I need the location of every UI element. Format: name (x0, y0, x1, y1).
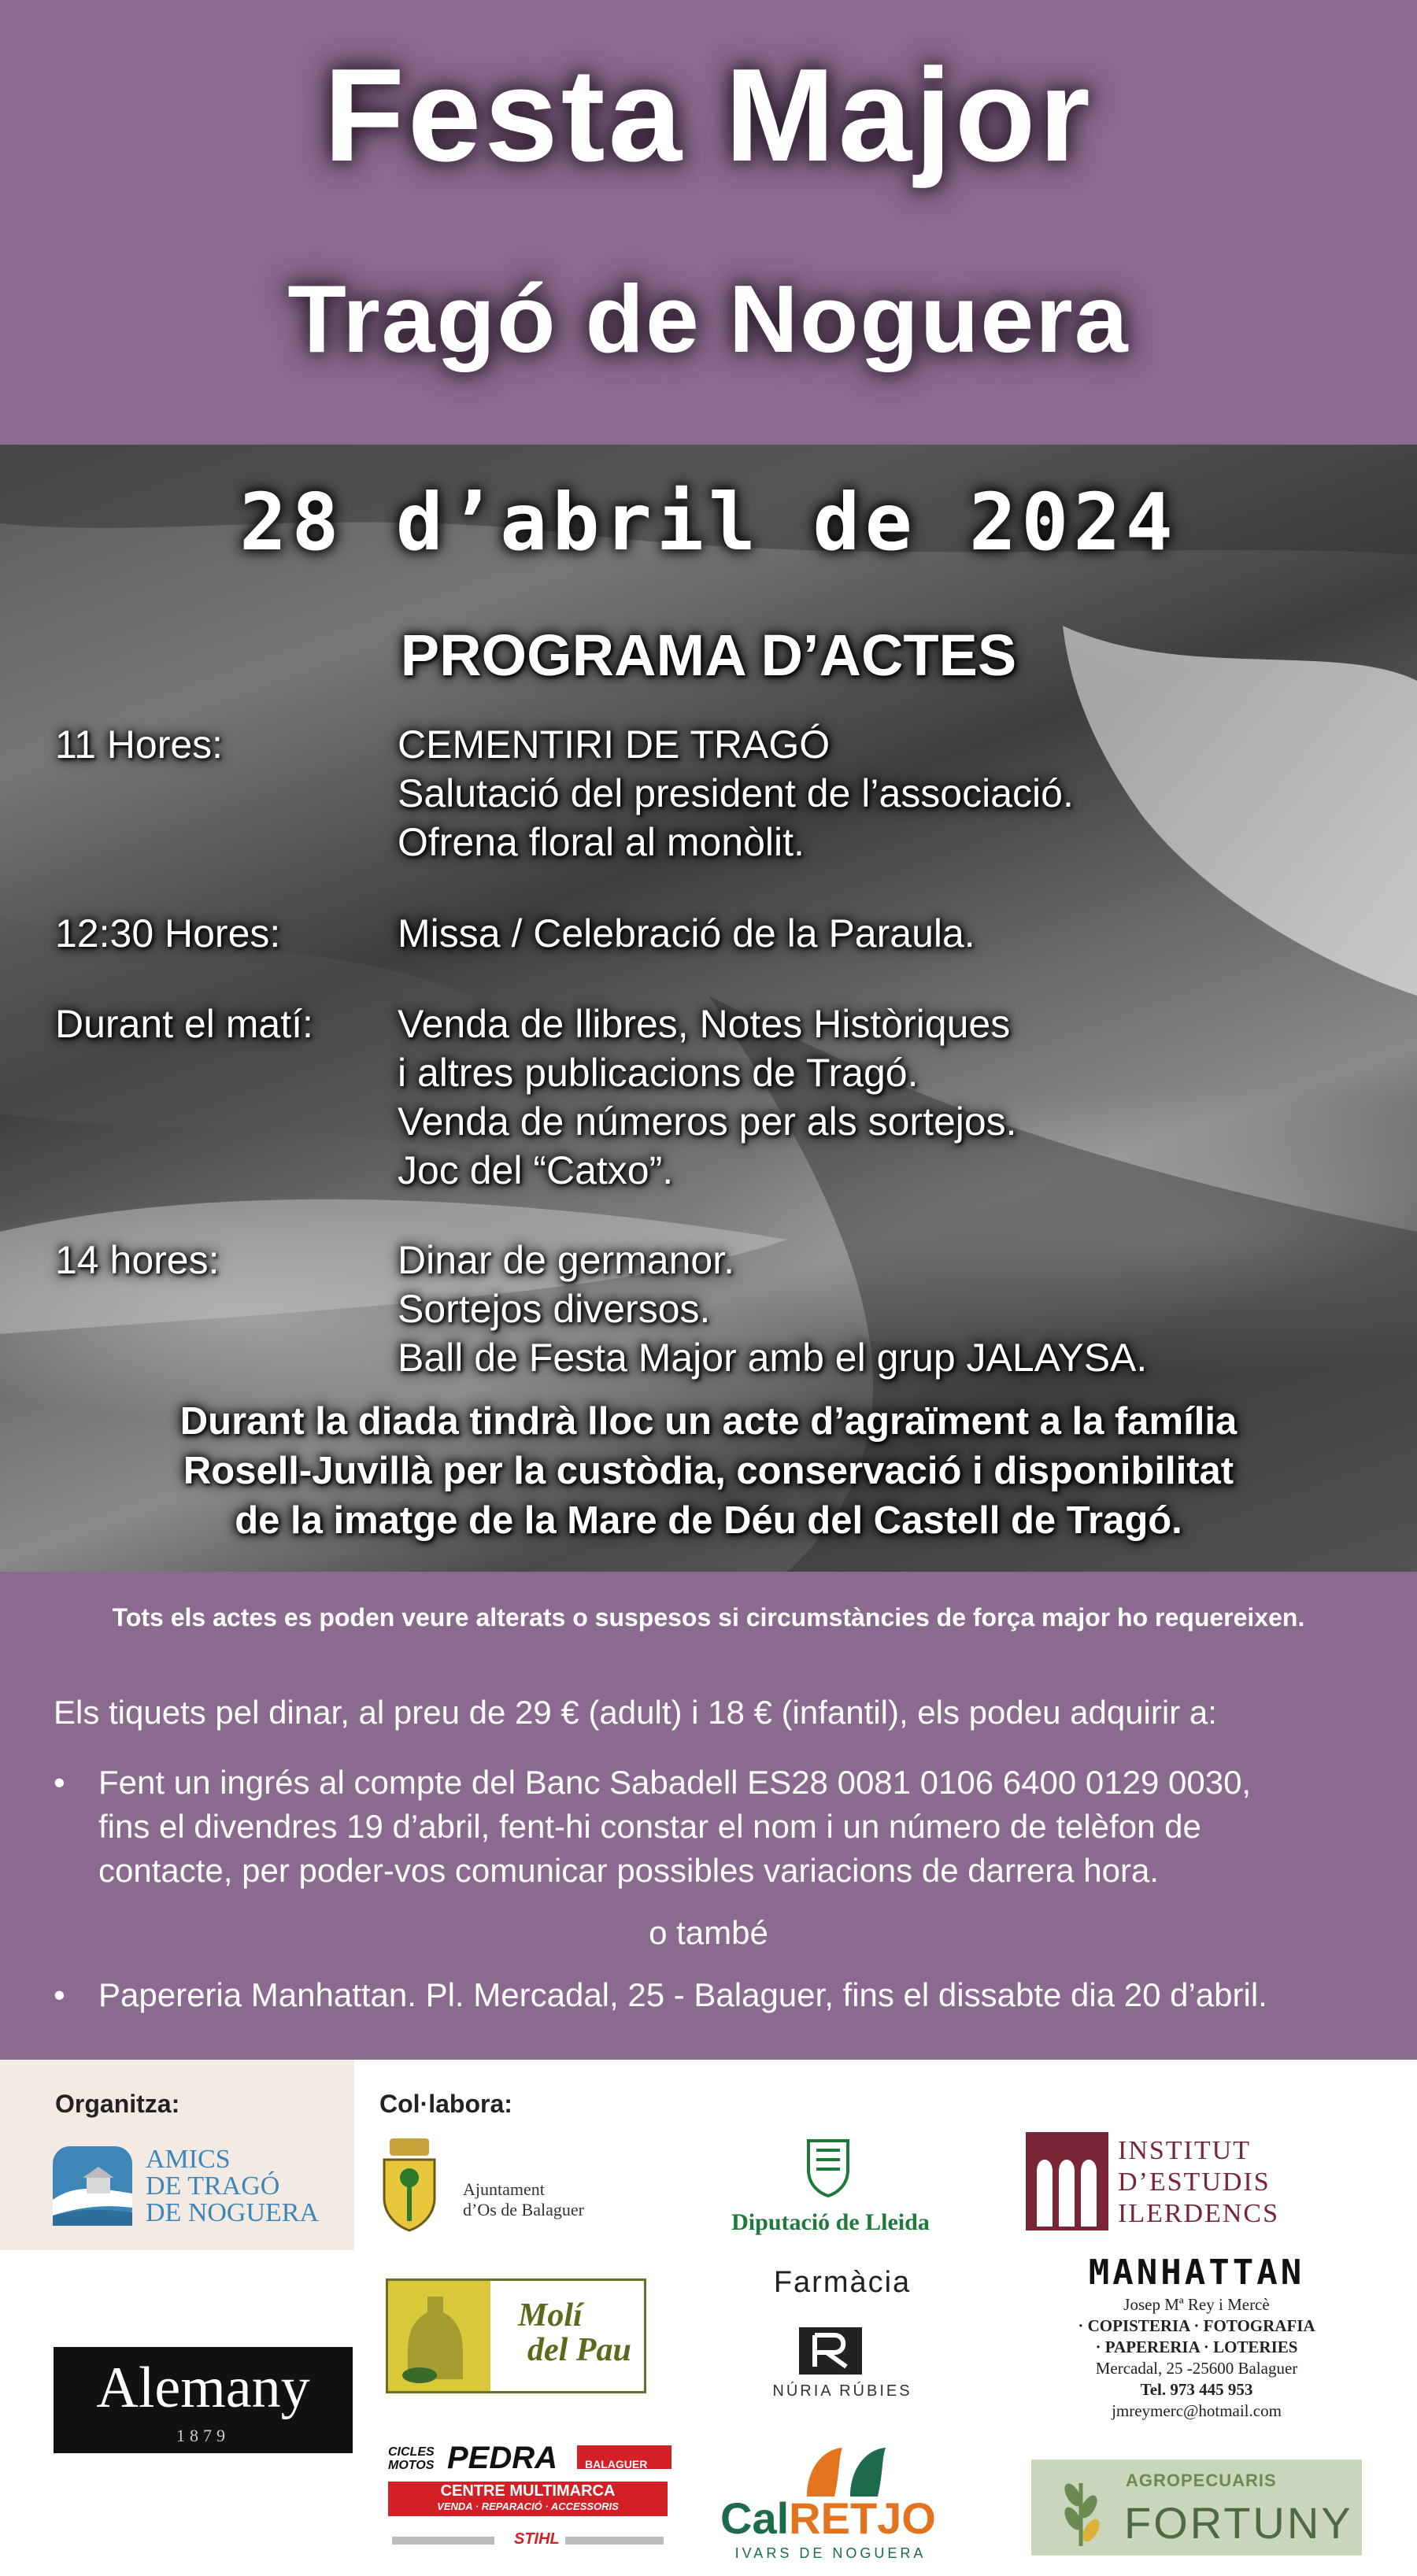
iei-logo-icon (1026, 2132, 1108, 2230)
manhattan-line: jmreymerc@hotmail.com (1112, 2401, 1282, 2420)
pedra-city: BALAGUER (585, 2458, 648, 2471)
pedra-brands: STIHL (514, 2530, 560, 2548)
amics-logo-icon (51, 2145, 134, 2227)
wheat-icon (1045, 2467, 1116, 2548)
ticket-info-section (0, 1572, 1417, 2060)
disclaimer: Tots els actes es poden veure alterats o suspesos si circumstàncies de força major ho requereixen. (112, 1603, 1305, 1632)
schedule-line: Joc del “Catxo”. (398, 1148, 674, 1192)
bullet-icon: • (54, 1976, 65, 2013)
fortuny-logo (1031, 2460, 1362, 2556)
fortuny-top: AGROPECUARIS (1126, 2471, 1277, 2490)
pedra-logo (388, 2441, 672, 2570)
manhattan-line: Josep Mª Rey i Mercè (1123, 2295, 1270, 2314)
olive-oil-bottle-icon (388, 2281, 490, 2391)
schedule-desc (398, 1000, 1382, 1195)
program-photo-section (0, 445, 1417, 1572)
pedra-red-bar (388, 2482, 668, 2516)
schedule-time: 12:30 Hores: (55, 911, 281, 955)
schedule-time: 11 Hores: (55, 723, 224, 767)
fortuny-name: FORTUNY (1124, 2498, 1353, 2548)
pedra-motos: MOTOS (388, 2459, 435, 2472)
bullet-line: fins el divendres 19 d’abril, fent-hi constar el nom i un número de telèfon de (98, 1808, 1201, 1845)
tickets-intro: Els tiquets pel dinar, al preu de 29 € (adult) i 18 € (infantil), els podeu adquirir a: (54, 1694, 1217, 1731)
schedule-desc (398, 1236, 1382, 1382)
alemany-year: 1879 (176, 2426, 230, 2445)
or-also: o també (649, 1914, 768, 1951)
ajuntament-line: d’Os de Balaguer (463, 2200, 584, 2219)
manhattan-line: · COPISTERIA · FOTOGRAFIA (1078, 2316, 1315, 2335)
farmacia-logo-icon (799, 2327, 862, 2375)
note-line: de la imatge de la Mare de Déu del Castell de Tragó. (235, 1499, 1182, 1542)
ajuntament-shield-icon (378, 2134, 441, 2233)
bullet-text: Papereria Manhattan. Pl. Mercadal, 25 - Balaguer, fins el dissabte dia 20 d’abril. (98, 1976, 1267, 2013)
title-trago-de-noguera: Tragó de Noguera (287, 265, 1130, 372)
schedule-time: Durant el matí: (55, 1002, 313, 1046)
schedule-line: Missa / Celebració de la Paraula. (398, 911, 975, 955)
schedule-line: i altres publicacions de Tragó. (398, 1051, 919, 1095)
amics-name (146, 2146, 319, 2227)
acknowledgement-note (47, 1397, 1370, 1546)
iei-line: INSTITUT (1118, 2136, 1251, 2165)
bullet-line: Fent un ingrés al compte del Banc Sabadell ES28 0081 0106 6400 0129 0030, (98, 1764, 1252, 1801)
iei-line: D’ESTUDIS (1118, 2168, 1271, 2197)
schedule-line: Venda de números per als sortejos. (398, 1100, 1017, 1144)
title-festa-major: Festa Major (324, 41, 1093, 189)
note-line: Durant la diada tindrà lloc un acte d’agraïment a la família (179, 1400, 1238, 1443)
calretjo-cal: Cal (720, 2493, 790, 2543)
event-date: 28 d’abril de 2024 (239, 476, 1178, 568)
schedule-line: Ofrena floral al monòlit. (398, 820, 805, 864)
horse-heads-icon (791, 2441, 901, 2497)
calretjo-sub: IVARS DE NOGUERA (734, 2545, 927, 2561)
schedule-time: 14 hores: (55, 1238, 220, 1282)
schedule-line: Sortejos diversos. (398, 1287, 711, 1331)
schedule-line: Salutació del president de l’associació. (398, 771, 1074, 815)
moli-line: Molí (518, 2297, 583, 2334)
farmacia-label: Farmàcia (773, 2266, 912, 2299)
manhattan-line: Mercadal, 25 -25600 Balaguer (1095, 2359, 1298, 2378)
manhattan-line: Tel. 973 445 953 (1140, 2380, 1253, 2399)
organizer-box (0, 2060, 354, 2250)
schedule-line: Ball de Festa Major amb el grup JALAYSA. (398, 1336, 1148, 1380)
schedule-line: Dinar de germanor. (398, 1238, 735, 1282)
pedra-name: PEDRA (447, 2441, 558, 2475)
organiza-label: Organitza: (55, 2090, 180, 2118)
pedra-brand-strip (565, 2537, 664, 2545)
sponsors-section (0, 2060, 1417, 2576)
moli-name (518, 2298, 631, 2367)
farmacia-name: NÚRIA RÚBIES (772, 2382, 912, 2400)
moli-logo (386, 2278, 646, 2393)
pedra-brand-strip (392, 2537, 494, 2545)
program-title: PROGRAMA D’ACTES (400, 623, 1017, 688)
ajuntament-name (463, 2179, 584, 2220)
amics-line: DE TRAGÓ (146, 2171, 280, 2201)
header-banner (0, 0, 1417, 445)
diputacio-shield-icon (805, 2134, 852, 2197)
calretjo-name (720, 2493, 936, 2544)
manhattan-block (1031, 2253, 1362, 2422)
pedra-cicles-motos (388, 2445, 435, 2472)
colabora-label: Col·labora: (379, 2090, 512, 2118)
bullet-line: contacte, per poder-vos comunicar possibles variacions de darrera hora. (98, 1852, 1160, 1889)
amics-line: AMICS (146, 2145, 231, 2174)
alemany-logo (54, 2347, 353, 2453)
pedra-centre: CENTRE MULTIMARCA (440, 2482, 616, 2500)
manhattan-line: · PAPERERIA · LOTERIES (1095, 2338, 1298, 2356)
schedule-desc (398, 720, 1382, 867)
bullet-icon: • (54, 1764, 65, 1801)
diputacio-name: Diputació de Lleida (731, 2209, 930, 2235)
moli-line: del Pau (527, 2332, 631, 2368)
amics-line: DE NOGUERA (146, 2198, 320, 2227)
bullet-text (98, 1761, 1397, 1893)
pedra-services: VENDA · REPARACIÓ · ACCESSORIS (437, 2500, 619, 2512)
iei-line: ILERDENCS (1118, 2199, 1279, 2228)
manhattan-name: MANHATTAN (1088, 2253, 1305, 2293)
note-line: Rosell-Juvillà per la custòdia, conservació i disponibilitat (183, 1450, 1234, 1492)
calretjo-logo (712, 2441, 980, 2567)
schedule-line: Venda de llibres, Notes Històriques (398, 1002, 1011, 1046)
manhattan-details (1031, 2294, 1362, 2422)
schedule-line: CEMENTIRI DE TRAGÓ (398, 723, 831, 767)
alemany-name: Alemany (96, 2356, 310, 2420)
schedule-desc (398, 909, 1382, 958)
ajuntament-line: Ajuntament (463, 2179, 545, 2199)
iei-name (1118, 2135, 1279, 2230)
pedra-cicles: CICLES (388, 2445, 435, 2459)
calretjo-retjo: RETJO (789, 2493, 936, 2543)
